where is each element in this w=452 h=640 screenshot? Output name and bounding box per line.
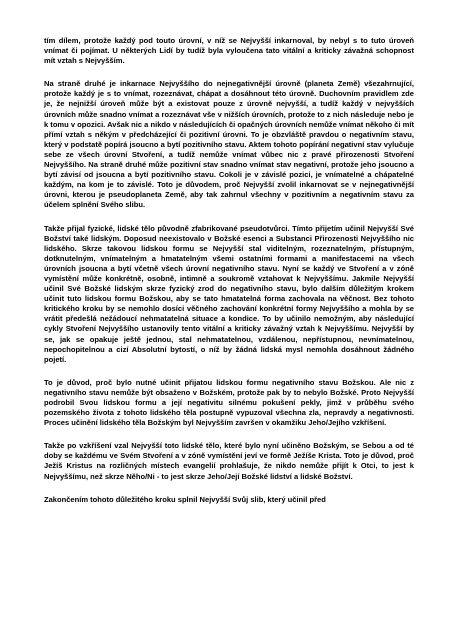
paragraph-2: Na straně druhé je inkarnace Nejvyššího do nejnegativnější úrovně (planeta Země) všezahrnující, protože každý je s to vnímat, rozeznávat, chápat a dosáhnout této úrovně. Duchovním pravidlem zde je, že nejnižší úroveň může být a existovat pouze z úrovně nejvyšší, a tudíž každý v nejvyšších úrovních může snadno vnímat a rozeznávat vše v nižších úrovních, protože to z nich následuje nebo je k tomu v opozici. Avšak nic a nikdo v následujících či opačných úrovních nemůže vnímat někoho či mít přímí vztah s někým v předcházející či pozitivní úrovni. To je obzvláště pravdou o negativním stavu, který v podstatě popírá jsoucno a bytí pozitivního stavu. Aktem tohoto popírání negativní stav vylučuje sebe ze všech úrovní Stvoření, a tudíž nemůže vnímat vůbec nic z pravé přirozenosti Stvoření Nejvyššího. Na straně druhé může pozitivní stav snadno vnímat stav negativní, protože jeho jsoucno a bytí závisí od jsoucna a bytí pozitivního stavu. Cokoli je v závislé pozici, je vnímatelné a chápatelné každým, na kom je to závislé. Toto je důvodem, proč Nejvyšší zvolil inkarnovat se v nejnegativnější úrovni, kterou je pseudoplaneta Země, aby tak zahrnul všechny v pozitivním a negativním stavu za účelem splnění Svého slibu.: [44, 79, 414, 210]
paragraph-4: To je důvod, proč bylo nutné učinit přijatou lidskou formu negativního stavu Božskou. Ale nic z negativního stavu nemůže být obsaženo v Božském, protože pak by to nebylo Božské. Proto Nejvyšší podrobil Svou lidskou formu a její negativitu silnému pokušení pekly, jimž v průběhu svého pozemského života z tohoto lidského těla postupně vypuzoval všechna zla, nepravdy a negativnosti. Proces učinění lidského těla Božským byl Nejvyšším završen v okamžiku Jeho/Jejího vzkříšení.: [44, 377, 414, 428]
paragraph-3: Takže přijal fyzické, lidské tělo původně zfabrikované pseudotvůrci. Tímto přijetím učinil Nejvyšší Své Božství také lidským. Doposud neexistovalo v Božské esenci a Substanci Přirozenosti Nejvyššího nic lidského. Skrze takovou lidskou formu se Nejvyšší stal viditelným, rozeznatelným, přístupným, dotknutelným, vnímatelným a hmatatelným všemi ostatními formami a manifestacemi na všech úrovních jsoucna a bytí včetně všech úrovní negativního stavu. Nyní se každý ve Stvoření a v zóně vymístění může konkrétně, osobně, intimně a soukromě vztahovat k Nejvyššímu. Jakmile Nejvyšší učinil Své Božské lidským skrze fyzický zrod do negativního stavu, bylo dalším důležitým krokem učinit tuto lidskou formu Božskou, aby se tato hmatatelná forma zachovala na věčnost. Bez tohoto kritického kroku by se nemohlo dosíci věčného zachování konkrétní formy Nejvyššího a mohla by se vrátit předešlá nežádoucí nehmatatelná situace a kondice. To by učinilo nemožným, aby následující cykly Stvoření Nejvyššího ustanovily tento vitální a kriticky závažný vztah k Nejvyššímu. Nejvyšší by se, jak se opakuje ještě jednou, stal nehmatatelnou, vzdálenou, nepřístupnou, nevnímatelnou, nepochopitelnou a cizí Absolutní bytostí, o níž by žádná lidská mysl nemohla dosáhnout žádného pojetí.: [44, 223, 414, 364]
paragraph-5: Takže po vzkříšení vzal Nejvyšší toto lidské tělo, které bylo nyní učiněno Božským, se Sebou a od té doby se každému ve Svém Stvoření a v zóně vymístění jeví ve formě Ježíše Krista. Toto je důvod, proč Ježíš Kristus na rozličných místech evangelií prohlašuje, že nikdo nemůže přijít k Otci, to jest k Nejvyššímu, než skrze Něho/Ni - to jest skrze Jeho/Její Božské lidství a lidské Božství.: [44, 441, 414, 481]
text-body: [44, 36, 414, 518]
paragraph-1: tím dílem, protože každý pod touto úrovní, v níž se Nejvyšší inkarnoval, by nebyl s to tuto úroveň vnímat či pojímat. U některých Lidí by tudíž byla vyloučena tato vitální a kriticky závažná schopnost mít vztah s Nejvyšším.: [44, 36, 414, 66]
paragraph-6: Zakončením tohoto důležitého kroku splnil Nejvyšší Svůj slib, který učinil před: [44, 494, 326, 504]
